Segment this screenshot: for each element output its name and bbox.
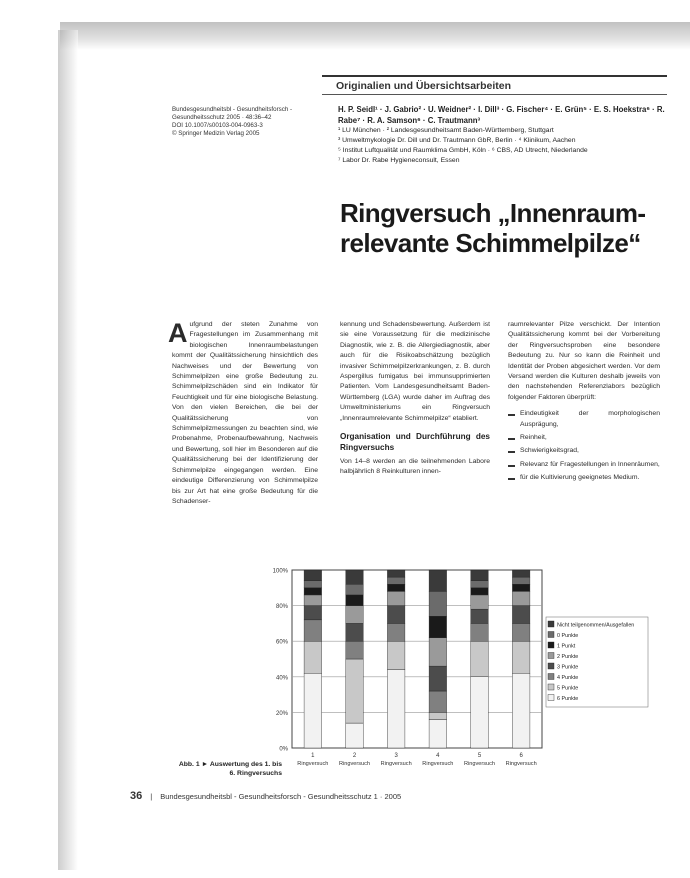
legend-swatch — [548, 621, 554, 627]
x-tick-label: Ringversuch — [463, 761, 496, 767]
bar-segment — [387, 570, 405, 577]
bar-segment — [346, 659, 364, 723]
title-line: Ringversuch „Innenraum- — [340, 198, 646, 228]
list-item: Eindeutigkeit der morphologischen Ausprägung, — [508, 409, 660, 430]
authors-block — [338, 104, 668, 166]
bar-segment — [387, 591, 405, 605]
page-number: 36 — [130, 790, 143, 802]
bar-segment — [304, 581, 322, 588]
legend-label: 0 Punkte — [557, 633, 579, 639]
legend-swatch — [548, 653, 554, 659]
bar-segment — [471, 595, 489, 609]
y-tick-label: 80% — [275, 604, 288, 611]
bar-segment — [387, 584, 405, 591]
legend-box — [546, 617, 648, 707]
scan-shadow-left — [58, 30, 78, 870]
bar-segment — [387, 577, 405, 584]
section-label: Originalien und Übersichtsarbeiten — [336, 80, 512, 92]
section-rule-bottom — [322, 94, 667, 95]
bar-segment — [512, 673, 530, 748]
meta-line: DOI 10.1007/s00103-004-0963-3 — [172, 122, 263, 129]
figure-caption: Abb. 1 ► Auswertung des 1. bis 6. Ringversuchs — [178, 761, 282, 777]
x-tick-label: Ringversuch — [297, 761, 329, 767]
x-tick-label: Ringversuch — [380, 761, 412, 767]
page-footer — [130, 790, 670, 802]
body-column-2 — [340, 320, 490, 478]
bar-segment — [429, 691, 447, 712]
bar-segment — [304, 606, 322, 620]
body-text: Von 14–8 werden an die teilnehmenden Labore halbjährlich 8 Reinkulturen innen- — [340, 458, 490, 476]
legend-label: Nicht teilgenommen/Ausgefallen — [557, 622, 635, 629]
section-heading: Organisation und Durchführung des Ringversuchs — [340, 432, 490, 452]
bar-segment — [304, 673, 322, 748]
bar-segment — [387, 606, 405, 624]
stacked-bar-chart — [262, 565, 672, 775]
y-tick-label: 0% — [279, 746, 288, 753]
list-item: Reinheit, — [508, 433, 660, 443]
bar-segment — [512, 606, 530, 624]
bar-segment — [512, 623, 530, 641]
bar-segment — [387, 641, 405, 669]
x-tick-label: Ringversuch — [422, 761, 454, 767]
body-text: kennung und Schadensbewertung. Außerdem ist sie eine Voraussetzung für die medizinische Diagnostik, wie z. B. die Allergiediagnostik, aber auch für die Risikoabschätzung bezüglich invasiver Schimmelpilzerkrankungen, z. B. durch Aspergillus fumigatus bei immunsupprimierten Patienten. Vom Landesgesundheitsamt Baden-Württemberg (LGA) wurde daher im Auftrag des Umweltministeriums ein Ringversuch „Innenraumrelevante Schimmelpilze“ etabliert. — [340, 321, 490, 422]
bar-segment — [346, 623, 364, 641]
bar-segment — [471, 641, 489, 677]
bar-segment — [304, 595, 322, 606]
body-column-1 — [168, 318, 318, 507]
body-text: ufgrund der steten Zunahme von Fragestellungen im Zusammenhang mit biologischen Innenraumbelastungen kommt der Qualitätssicherung hinsichtlich des Nachweises und der Bewertung von Schimmelpilzen eine große Bedeutung zu. Schimmelpilzschäden sind ein Indikator für Feuchtigkeit und für eine biologische Belastung. Von den vielen Bereichen, die bei der Qualitätssicherung von Schimmelpilzmessungen zu beachten sind, wie Probenahme, Probenaufbewahrung, Nachweis und Bewertung, soll hier im Besonderen auf die Qualitätssicherung bei der Identifizierung der Schimmelpilze eingegangen werden. Eine eindeutige Differenzierung von Schimmelpilze bis zur Art hat eine große Bedeutung für die Schadenser- — [172, 321, 318, 505]
x-tick-label: 1 — [311, 753, 315, 759]
bar-segment — [471, 581, 489, 588]
bar-segment — [512, 591, 530, 605]
legend-label: 2 Punkte — [557, 654, 579, 660]
bar-segment — [304, 620, 322, 641]
legend-label: 6 Punkte — [557, 696, 579, 702]
bar-segment — [471, 609, 489, 623]
x-tick-label: 5 — [477, 753, 482, 759]
bar-segment — [429, 712, 447, 719]
legend-label: 4 Punkte — [557, 675, 579, 681]
scan-shadow-top — [60, 22, 690, 50]
bar-segment — [304, 588, 322, 595]
x-tick-label: 4 — [436, 753, 440, 759]
section-rule-top — [322, 75, 667, 77]
bar-segment — [429, 666, 447, 691]
legend-label: 3 Punkte — [557, 664, 579, 671]
list-item: Schwierigkeitsgrad, — [508, 446, 660, 456]
legend-swatch — [548, 695, 554, 701]
x-tick-label: 3 — [394, 753, 398, 759]
legend-swatch — [548, 632, 554, 638]
title-line: relevante Schimmelpilze“ — [340, 228, 641, 258]
bar-segment — [304, 570, 322, 581]
footer-separator: | — [150, 791, 153, 801]
bar-segment — [429, 570, 447, 591]
journal-name: Bundesgesundheitsbl - Gesundheitsforsch - Gesundheitsschutz 1 · 2005 — [160, 791, 402, 801]
bar-segment — [471, 588, 489, 595]
meta-line: Gesundheitsschutz 2005 · 48:36–42 — [172, 114, 272, 121]
x-tick-label: 2 — [352, 753, 357, 759]
author-names: H. P. Seidl¹ · J. Gabrio² · U. Weidner² · I. Dill³ · G. Fischer⁴ · E. Grün⁵ · E. S. Hoekstra⁶ · R. Rabe⁷ · R. A. Samson⁶ · C. Trautmann³ — [338, 105, 665, 125]
list-item: für die Kultivierung geeignetes Medium. — [508, 473, 660, 483]
bar-segment — [346, 595, 364, 606]
bar-segment — [429, 638, 447, 666]
x-tick-label: Ringversuch — [505, 761, 537, 767]
legend-swatch — [548, 663, 554, 669]
bar-segment — [387, 670, 405, 748]
x-tick-label: Ringversuch — [338, 761, 371, 767]
plot-area — [292, 570, 542, 748]
citation-meta — [172, 106, 322, 138]
x-tick-label: 6 — [519, 753, 523, 759]
bar-segment — [346, 570, 364, 584]
body-column-3 — [508, 320, 660, 487]
legend-swatch — [548, 684, 554, 690]
bar-segment — [512, 570, 530, 577]
y-tick-label: 20% — [275, 710, 288, 717]
meta-line: © Springer Medizin Verlag 2005 — [172, 130, 260, 137]
affiliation: ³ Umweltmykologie Dr. Dill und Dr. Trautmann GbR, Berlin · ⁴ Klinikum, Aachen — [338, 137, 576, 144]
y-tick-label: 60% — [275, 639, 288, 646]
legend-label: 5 Punkte — [557, 685, 579, 692]
article-title — [340, 198, 670, 258]
bar-segment — [512, 577, 530, 584]
bar-segment — [387, 623, 405, 641]
y-tick-label: 100% — [272, 568, 288, 575]
bar-segment — [346, 606, 364, 624]
legend-swatch — [548, 674, 554, 680]
body-text: raumrelevanter Pilze verschickt. Der Intention Qualitätssicherung kommt bei der Vorbereitung der Ringversuchsproben eine besondere Bedeutung zu. Nur so kann die Reinheit und Identität der Proben abgesichert werden. Vor dem Versand werden die Kulturen deshalb jeweils von den nachstehenden Referenzlabors bezüglich folgender Faktoren überprüft: — [508, 321, 660, 401]
legend-swatch — [548, 642, 554, 648]
bar-segment — [429, 616, 447, 637]
drop-cap: A — [168, 318, 188, 348]
bar-segment — [471, 623, 489, 641]
affiliation: ⁵ Institut Luftqualität und Raumklima GmbH, Köln · ⁶ CBS, AD Utrecht, Niederlande — [338, 147, 588, 154]
criteria-list — [508, 409, 660, 483]
bar-segment — [429, 720, 447, 748]
bar-segment — [512, 584, 530, 591]
bar-segment — [346, 723, 364, 748]
bar-segment — [346, 641, 364, 659]
affiliation: ¹ LU München · ² Landesgesundheitsamt Baden-Württemberg, Stuttgart — [338, 127, 554, 134]
list-item: Relevanz für Fragestellungen in Innenräumen, — [508, 460, 660, 470]
affiliation: ⁷ Labor Dr. Rabe Hygieneconsult, Essen — [338, 157, 460, 164]
legend-label: 1 Punkt — [557, 643, 576, 650]
bar-segment — [346, 584, 364, 595]
y-tick-label: 40% — [275, 675, 288, 682]
bar-segment — [304, 641, 322, 673]
bar-segment — [429, 591, 447, 616]
bar-segment — [471, 570, 489, 581]
meta-line: Bundesgesundheitsbl - Gesundheitsforsch - — [172, 106, 293, 113]
bar-segment — [512, 641, 530, 673]
bar-segment — [471, 677, 489, 748]
